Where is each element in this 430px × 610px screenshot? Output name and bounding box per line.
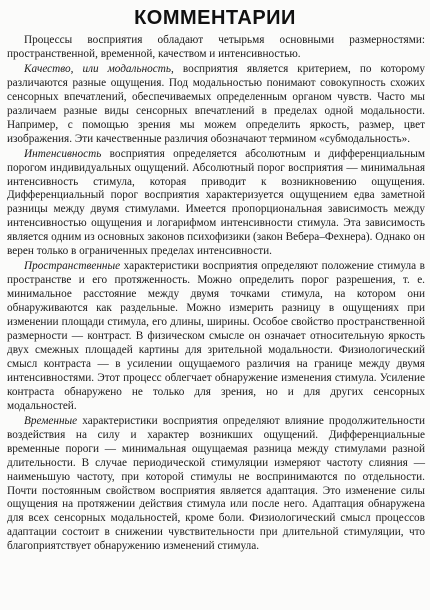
paragraph-quality <box>7 63 425 147</box>
paragraph-lead-term: Интенсивность <box>24 147 102 160</box>
paragraph-spatial <box>7 260 425 413</box>
paragraph-lead-term: Качество, или модальность, <box>24 62 174 75</box>
paragraph-lead-term: Временные <box>24 414 78 427</box>
paragraph-body: характеристики восприятия определяют влияние продолжительности воздействия на силу и характер возникших ощущений. Дифференциальные временные пороги — минимальная ощущаемая разница между стимулами разной длительности. В случае периодической стимуляции измеряют частоту слияния — наименьшую частоту, при которой стимулы не воспринимаются по отдельности. Почти постоянным свойством восприятия является адаптация. Это изменение силы ощущения на протяжении действия стимула или после него. Адаптация обнаружена для всех сенсорных модальностей, кроме боли. Физиологический смысл процессов адаптации состоит в снижении чувствительности при длительной стимуляции, что благоприятствует обнаружению изменений стимула. <box>7 414 425 553</box>
comment-text <box>7 34 425 555</box>
page-title: КОММЕНТАРИИ <box>134 7 296 29</box>
paragraph-body: Процессы восприятия обладают четырьмя основными размерностями: пространственной, временной, качеством и интенсивностью. <box>7 34 425 60</box>
paragraph-intro <box>7 34 425 62</box>
paragraph-temporal <box>7 415 425 555</box>
paragraph-intensity <box>7 148 425 260</box>
paragraph-body: характеристики восприятия определяют положение стимула в пространстве и его протяженность. Можно определить порог разрешения, т. е. минимальное расстояние между двумя точками стимула, на котором они обнаруживаются как раздельные. Можно измерить разницу в ощущениях при изменении площади стимула, его длины, ширины. Особое свойство пространственной размерности — контраст. В физическом смысле он означает относительную яркость двух смежных площадей картины для зрительной модальности. Физиологический смысл контраста — в усилении ощущаемого различия на границе между двумя интенсивностями. Этот процесс облегчает обнаружение изменения стимула. Усиление контраста обнаружено не только для зрения, но и для других сенсорных модальностей. <box>7 260 425 412</box>
paragraph-body: восприятия является критерием, по которому различаются разные ощущения. Под модальностью понимают совокупность схожих сенсорных впечатлений, обеспечиваемых определенным органом чувств. Часто мы различаем разные виды сенсорных впечатлений в пределах одной модальности. Например, с помощью зрения мы можем определить яркость, размер, цвет изображения. Эти качественные различия обозначают термином «субмодальность». <box>7 62 425 145</box>
paragraph-lead-term: Пространственные <box>24 260 121 273</box>
paragraph-body: восприятия определяется абсолютным и дифференциальным порогом индивидуальных ощущений. Абсолютный порог восприятия — минимальная интенсивность стимула, которая приводит к возникновению ощущения. Дифференциальный порог восприятия характеризуется ощущением едва заметной разницы между двумя стимулами. Имеется пропорциональная зависимость между интенсивностью ощущения и логарифмом интенсивности стимула. Эта зависимость является одним из основных законов психофизики (закон Вебера–Фехнера). Однако он верен только в ограниченных пределах интенсивности. <box>7 147 425 258</box>
